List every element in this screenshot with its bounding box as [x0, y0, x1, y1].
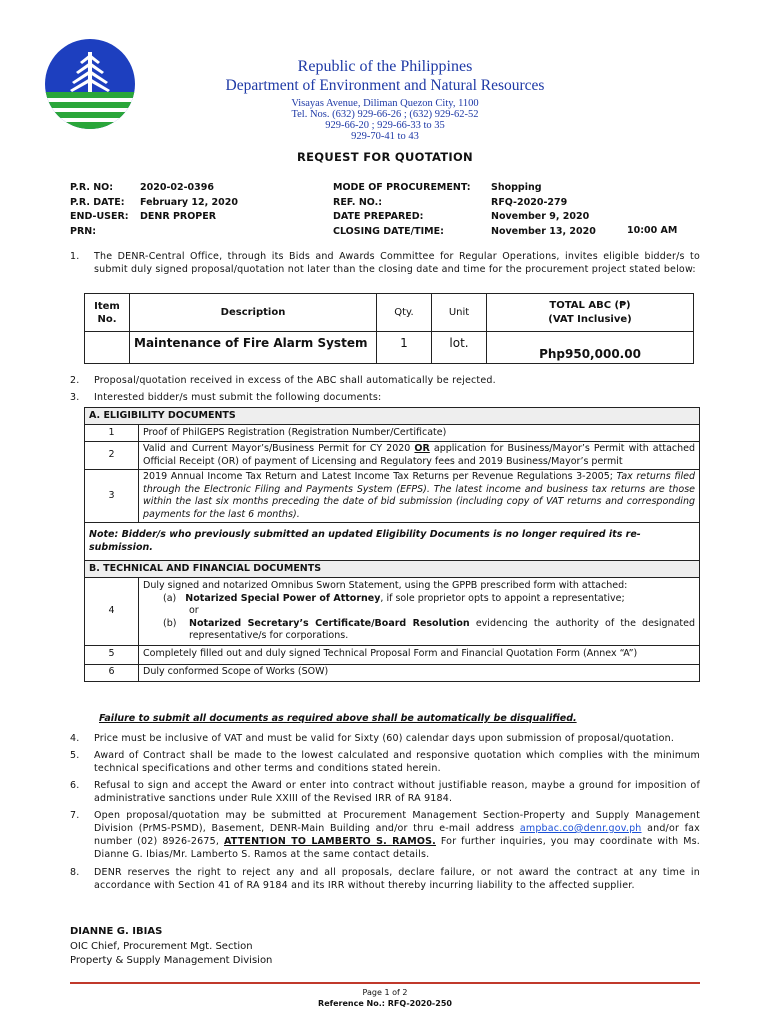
doc-text — [139, 442, 700, 470]
table-row — [85, 470, 700, 523]
item-text: Award of Contract shall be made to the lowest calculated and responsive quotation which complies with the minimum technical specifications and other terms and conditions stated herein. — [94, 750, 700, 774]
signatory-block — [70, 925, 272, 969]
header-unit: Unit — [432, 294, 487, 332]
meta-values-left — [140, 181, 238, 225]
sub-a-rest: , if sole proprietor opts to appoint a representative; — [380, 592, 625, 604]
table-row — [85, 332, 694, 364]
signatory-title: OIC Chief, Procurement Mgt. Section — [70, 940, 253, 952]
doc-num: 6 — [85, 664, 139, 681]
sub-b-bold: Notarized Secretary’s Certificate/Board Resolution — [189, 617, 470, 629]
header-tel1: Tel. Nos. (632) 929-66-26 ; (632) 929-62-52 — [291, 109, 479, 120]
item-number: 2. — [70, 375, 80, 386]
row-description: Maintenance of Fire Alarm System — [130, 332, 377, 364]
quotation-table — [84, 293, 694, 364]
prepared-value: November 9, 2020 — [491, 211, 590, 222]
table-row — [85, 425, 700, 442]
doc-num: 5 — [85, 645, 139, 664]
denr-logo — [44, 38, 136, 130]
list-item-1 — [70, 250, 700, 276]
doc-num: 2 — [85, 442, 139, 470]
doc-text-or: OR — [414, 443, 430, 454]
sub-b-label: (b) — [163, 617, 177, 629]
prn-label: PRN: — [70, 225, 97, 237]
list-item-4 — [70, 732, 700, 745]
meta-labels-left — [70, 181, 129, 239]
attention-text: ATTENTION TO LAMBERTO S. RAMOS. — [223, 836, 436, 847]
closing-label: CLOSING DATE/TIME: — [333, 225, 444, 237]
section-b-heading: B. TECHNICAL AND FINANCIAL DOCUMENTS — [85, 561, 700, 578]
item-text: The DENR-Central Office, through its Bids and Awards Committee for Regular Operations, invites eligible bidder/s to submit duly signed proposal/quotation not later than the closing date and time for the procurement project stated below: — [94, 251, 700, 275]
signatory-name: DIANNE G. IBIAS — [70, 926, 163, 937]
end-user-label: END-USER: — [70, 211, 129, 222]
doc-num: 3 — [85, 470, 139, 523]
item-number: 7. — [70, 810, 80, 821]
item-number: 1. — [70, 251, 80, 262]
header-abc-label: TOTAL ABC (₱) — [549, 299, 631, 311]
pr-no-value: 2020-02-0396 — [140, 182, 214, 193]
doc-sub-or: or — [189, 605, 199, 616]
pr-date-label: P.R. DATE: — [70, 196, 125, 208]
header-department: Department of Environment and Natural Resources — [225, 77, 545, 94]
item-text: Proposal/quotation received in excess of the ABC shall automatically be rejected. — [94, 375, 496, 386]
sub-b-text — [189, 618, 695, 643]
disqualification-note: Failure to submit all documents as required above shall be automatically be disqualified. — [99, 713, 577, 724]
mode-value: Shopping — [491, 182, 542, 193]
signatory-division: Property & Supply Management Division — [70, 955, 273, 966]
table-row — [85, 664, 700, 681]
section-a-heading: A. ELIGIBILITY DOCUMENTS — [85, 408, 700, 425]
documents-table — [84, 407, 700, 682]
item-text-b: and/or fax number (02) 8926-2675, — [94, 823, 700, 847]
item-text: Interested bidder/s must submit the following documents: — [94, 392, 382, 403]
doc-text — [139, 578, 700, 646]
row-abc: Php950,000.00 — [487, 332, 694, 364]
note-row — [85, 523, 700, 561]
item-text: DENR reserves the right to reject any and all proposals, declare failure, or not award the contract at any time in accordance with Section 41 of RA 9184 and its IRR without thereby incurring liability to the affected supplier. — [94, 867, 700, 891]
doc-sub-b — [143, 618, 695, 643]
pr-date-value: February 12, 2020 — [140, 196, 238, 208]
email-link[interactable]: ampbac.co@denr.gov.ph — [519, 823, 642, 834]
page-number: Page 1 of 2 — [362, 988, 408, 997]
item-text-a: Open proposal/quotation may be submitted at Procurement Management Section-Property and Supply Management Division (PrMS-PSMD), Basement, DENR-Main Building and/or thru e-mail address — [94, 810, 700, 834]
sub-b-rest: evidencing the authority of the designated representative/s for corporations. — [189, 617, 695, 641]
ref-label: REF. NO.: — [333, 196, 383, 208]
item-number: 5. — [70, 750, 80, 761]
end-user-value: DENR PROPER — [140, 211, 217, 222]
doc-num: 1 — [85, 425, 139, 442]
doc-num: 4 — [85, 578, 139, 646]
doc-sub-a — [143, 593, 695, 606]
eligibility-note: Note: Bidder/s who previously submitted an updated Eligibility Documents is no longer required its re-submission. — [85, 523, 700, 561]
section-a-heading-row — [85, 408, 700, 425]
table-row — [85, 442, 700, 470]
header-abc-vat: (VAT Inclusive) — [548, 313, 632, 325]
header-republic: Republic of the Philippines — [297, 58, 473, 75]
doc-text-b: Tax returns filed through the Electronic Filing and Payments System (EFPS). The latest income and business tax returns are those within the last six months preceding the date of bid submission (including copy of VAT returns and corresponding payments for the last 6 months). — [143, 471, 695, 520]
pr-no-label: P.R. NO: — [70, 182, 114, 193]
ref-value: RFQ-2020-279 — [491, 196, 568, 208]
doc-text-a: 2019 Annual Income Tax Return and Latest Income Tax Returns per Revenue Regulations 3-2005; — [143, 471, 617, 482]
header-qty: Qty. — [377, 294, 432, 332]
table-row — [85, 578, 700, 646]
sub-a-label: (a) — [163, 592, 177, 604]
footer — [0, 987, 770, 1009]
list-item-8 — [70, 866, 700, 892]
item-text: Refusal to sign and accept the Award or enter into contract without justifiable reason, maybe a ground for imposition of administrative sanctions under Rule XXIII of the Revised IRR of RA 9184. — [94, 780, 700, 804]
doc-text: Completely filled out and duly signed Technical Proposal Form and Financial Quotation Form (Annex “A”) — [139, 645, 700, 664]
quotation-table-header — [85, 294, 694, 332]
list-item-5 — [70, 749, 700, 775]
meta-labels-right — [333, 181, 471, 239]
closing-date-value: November 13, 2020 — [491, 225, 596, 237]
meta-values-right — [491, 181, 596, 239]
header-tel2: 929-66-20 ; 929-66-33 to 35 — [325, 120, 445, 131]
row-unit: lot. — [432, 332, 487, 364]
header-address: Visayas Avenue, Diliman Quezon City, 1100 — [291, 98, 479, 109]
doc-text: Duly conformed Scope of Works (SOW) — [139, 664, 700, 681]
list-item-2 — [70, 374, 700, 387]
item-text: Price must be inclusive of VAT and must be valid for Sixty (60) calendar days upon submission of proposal/quotation. — [94, 733, 675, 744]
sub-a-bold: Notarized Special Power of Attorney — [185, 592, 381, 604]
doc-intro: Duly signed and notarized Omnibus Sworn Statement, using the GPPB prescribed form with attached: — [143, 580, 628, 591]
item-text — [94, 809, 700, 861]
header-description: Description — [130, 294, 377, 332]
row-qty: 1 — [377, 332, 432, 364]
closing-time-value: 10:00 AM — [627, 224, 678, 236]
header-tel3: 929-70-41 to 43 — [351, 131, 419, 142]
doc-text — [139, 470, 700, 523]
header-item-no: Item No. — [85, 294, 130, 332]
mode-label: MODE OF PROCUREMENT: — [333, 182, 471, 193]
list-item-3 — [70, 391, 700, 404]
document-title: REQUEST FOR QUOTATION — [297, 150, 473, 164]
doc-text-a: Valid and Current Mayor’s/Business Permit for CY 2020 — [143, 443, 415, 454]
doc-text-b: application for Business/Mayor’s Permit with attached Official Receipt (OR) of payment of Licensing and Regulatory fees and 2019 Business/Mayor’s permit — [143, 443, 696, 467]
item-number: 4. — [70, 733, 80, 744]
header-abc — [487, 294, 694, 332]
footer-reference: Reference No.: RFQ-2020-250 — [318, 999, 452, 1008]
item-number: 8. — [70, 867, 80, 878]
item-number: 3. — [70, 392, 80, 403]
footer-divider — [70, 982, 700, 984]
denr-seal-icon — [44, 38, 136, 130]
item-text-c: For further inquiries, you may coordinate with Ms. Dianne G. Ibias/Mr. Lamberto S. Ramos at the same contact details. — [94, 836, 700, 860]
prepared-label: DATE PREPARED: — [333, 211, 424, 222]
list-item-7 — [70, 809, 700, 861]
doc-text: Proof of PhilGEPS Registration (Registration Number/Certificate) — [139, 425, 700, 442]
item-number: 6. — [70, 780, 80, 791]
table-row — [85, 645, 700, 664]
list-item-6 — [70, 779, 700, 805]
section-b-heading-row — [85, 561, 700, 578]
row-item-no — [85, 332, 130, 364]
